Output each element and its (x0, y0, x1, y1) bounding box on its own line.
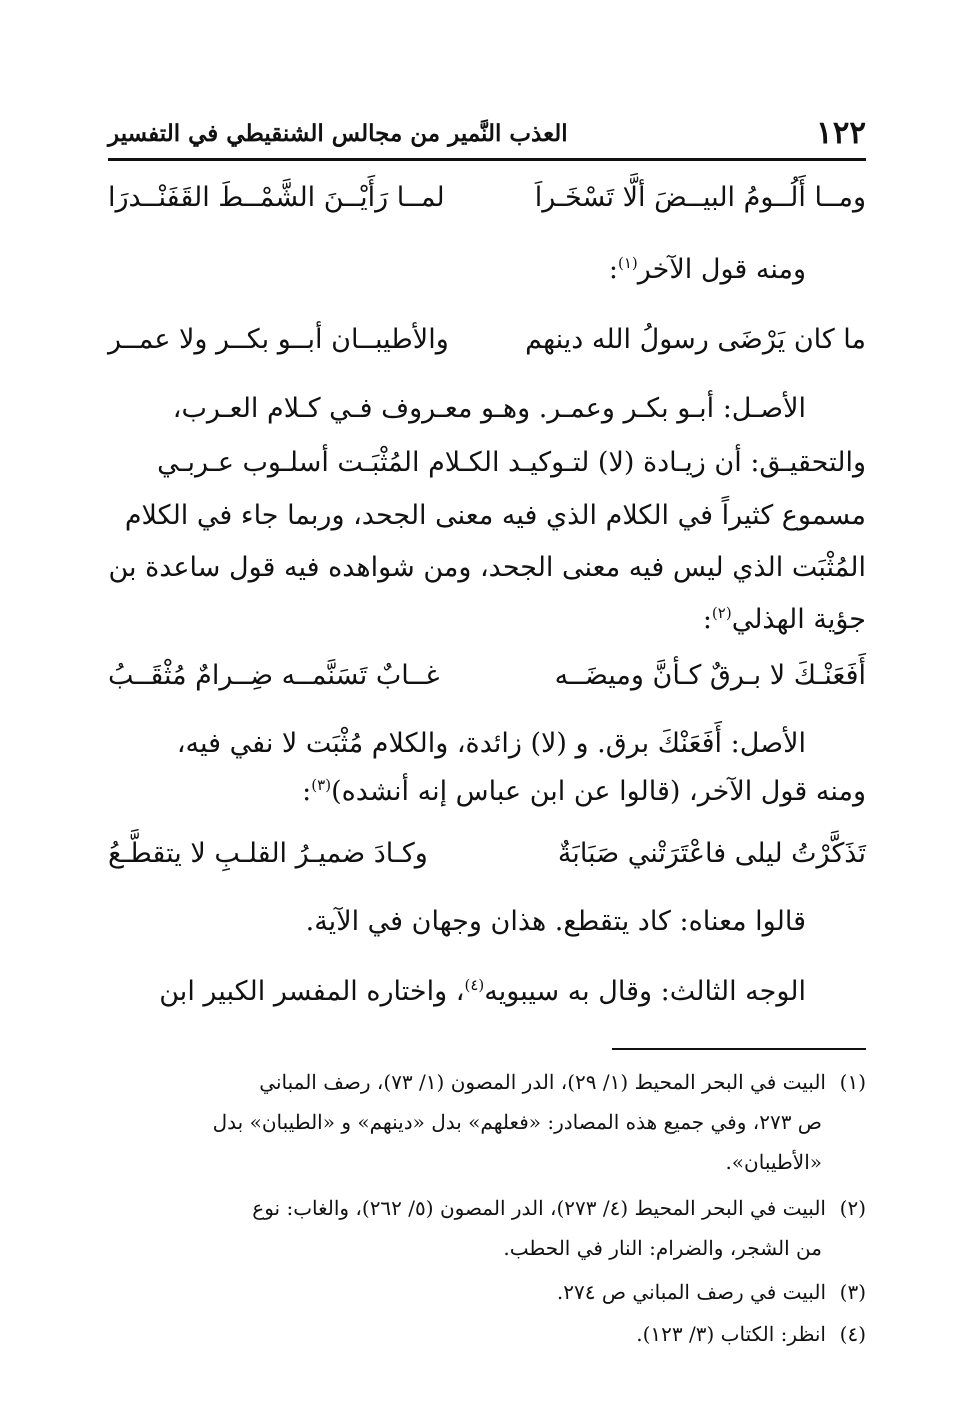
footnote (108, 1280, 866, 1304)
footnote-number: (٢) (839, 1196, 866, 1220)
footnote-text: البيت في رصف المباني ص ٢٧٤. (556, 1280, 826, 1304)
verse-second-hemistich: وكـادَ ضميـرُ القلـبِ لا يتقطَّـعُ (108, 838, 428, 869)
quote-intro (108, 604, 866, 635)
page-number: ١٢٢ (816, 115, 866, 151)
verse-second-hemistich: غــابٌ تَسَنَّمــه ضِــرامٌ مُثْقَــبُ (108, 660, 440, 691)
paragraph-line: الأصـل: أبـو بكـر وعمـر. وهـو معـروف فـي كـلام العـرب، (172, 393, 806, 424)
colon: : (608, 254, 618, 285)
footnote-number: (١) (839, 1070, 866, 1094)
quote-intro-text: ومنه قول الآخر، (قالوا عن ابن عباس إنه أنشده) (331, 776, 866, 807)
verse-line (108, 660, 866, 691)
footnote (108, 1322, 866, 1346)
verse-first-hemistich: ومــا أَلُــومُ البيــضَ ألَّا تَسْخَـراَ (534, 182, 866, 213)
paragraph-line: والتحقيـق: أن زيـادة (لا) لتـوكيـد الكـلام المُثْبَـت أسلـوب عـربـي (157, 447, 866, 478)
verse-first-hemistich: أَفَعَنْـكَ لا بـرقٌ كـأنَّ وميضَــه (554, 660, 866, 691)
verse-line (108, 182, 866, 213)
paragraph-text: ، واختاره المفسر الكبير ابن (159, 976, 465, 1007)
footnote-separator (612, 1048, 866, 1050)
paragraph-text: الوجه الثالث: وقال به سيبويه (484, 976, 806, 1007)
footnote-line: ص ٢٧٣، وفي جميع هذه المصادر: «فعلهم» بدل «دينهم» و «الطيبان» بدل (212, 1110, 822, 1134)
page-header (108, 108, 866, 161)
verse-first-hemistich: ما كان يَرْضَى رسولُ الله دينهم (525, 324, 866, 355)
footnote (108, 1070, 866, 1094)
footnote-number: (٣) (839, 1280, 866, 1304)
footnote-text: البيت في البحر المحيط (١/ ٢٩)، الدر المصون (١/ ٧٣)، رصف المباني (259, 1070, 826, 1094)
footnote-number: (٤) (839, 1322, 866, 1346)
colon: : (702, 604, 712, 635)
footnote-ref: (١) (617, 254, 638, 272)
footnote-line: من الشجر، والضرام: النار في الحطب. (503, 1236, 822, 1260)
verse-second-hemistich: والأطيبــان أبــو بكــر ولا عمــر (108, 324, 449, 355)
quote-intro-text: جؤية الهذلي (731, 604, 866, 635)
footnote-ref: (٢) (711, 604, 732, 622)
colon: : (302, 776, 312, 807)
paragraph-line: قالوا معناه: كاد يتقطع. هذان وجهان في الآية. (305, 906, 806, 937)
verse-first-hemistich: تَذَكَّرْتُ ليلى فاعْتَرَتْني صَبَابَةٌ (557, 838, 866, 869)
quote-intro (108, 254, 866, 285)
paragraph-line: المُثْبَت الذي ليس فيه معنى الجحد، ومن شواهده فيه قول ساعدة بن (108, 552, 866, 583)
paragraph-line (108, 976, 866, 1007)
footnote-text: انظر: الكتاب (٣/ ١٢٣). (636, 1322, 826, 1346)
verse-line (108, 324, 866, 355)
footnote-line: «الأطيبان». (725, 1150, 822, 1174)
footnote (108, 1196, 866, 1220)
verse-line (108, 838, 866, 869)
footnote-text: البيت في البحر المحيط (٤/ ٢٧٣)، الدر المصون (٥/ ٢٦٢)، والغاب: نوع (252, 1196, 826, 1220)
verse-second-hemistich: لمــا رَأَيْــنَ الشَّمْــطَ القَفَنْــدرَا (108, 182, 445, 213)
quote-intro (108, 776, 866, 807)
running-title: العذب النَّمير من مجالس الشنقيطي في التفسير (108, 119, 568, 147)
quote-intro-text: ومنه قول الآخر (637, 254, 806, 285)
footnote-ref: (٣) (311, 776, 332, 794)
footnote-ref: (٤) (464, 976, 485, 994)
paragraph-line: مسموع كثيراً في الكلام الذي فيه معنى الجحد، وربما جاء في الكلام (124, 500, 866, 531)
paragraph-line: الأصل: أَفَعَنْكَ برق. و (لا) زائدة، والكلام مُثْبَت لا نفي فيه، (176, 728, 806, 759)
